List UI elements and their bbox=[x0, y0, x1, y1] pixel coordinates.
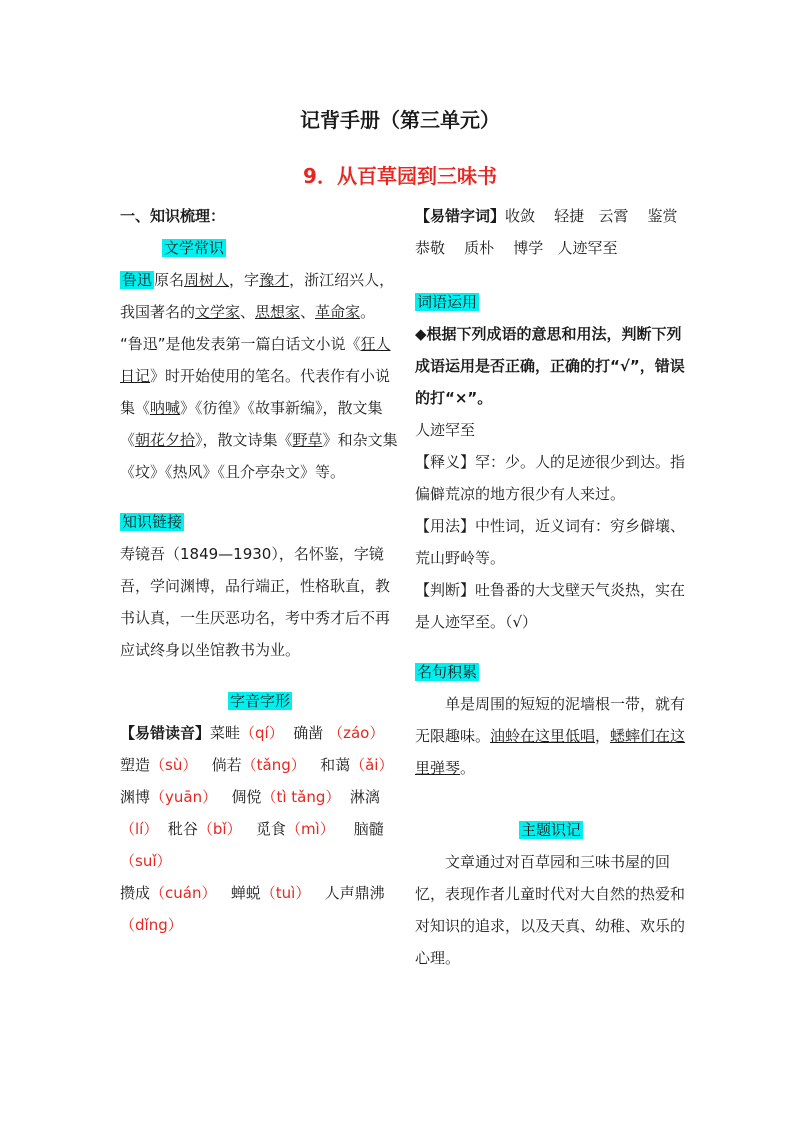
luxun-highlight: 鲁迅 bbox=[122, 271, 153, 289]
pinyin: （lí） bbox=[120, 820, 159, 838]
word: 和蔼 bbox=[320, 756, 351, 774]
lx9: 、 bbox=[240, 303, 256, 321]
lesson-title: 9．从百草园到三味书 bbox=[303, 164, 497, 188]
word: 质朴 bbox=[464, 239, 495, 257]
word: 恭敬 bbox=[415, 239, 446, 257]
yongfa: 【用法】中性词，近义词有：穷乡僻壤、荒山野岭等。 bbox=[415, 517, 686, 567]
lx11: 、 bbox=[300, 303, 316, 321]
word: 轻捷 bbox=[554, 207, 585, 225]
word: 蝉蜕 bbox=[230, 884, 261, 902]
yczc-label: 【易错字词】 bbox=[415, 207, 506, 225]
lx20: 》，散文诗集《 bbox=[195, 431, 293, 449]
word: 倘若 bbox=[211, 756, 242, 774]
real-name: 周树人 bbox=[184, 271, 230, 289]
lx2: 原名 bbox=[154, 271, 185, 289]
word: 博学 bbox=[513, 239, 544, 257]
word: 人声鼎沸 bbox=[324, 884, 385, 902]
mingju-b: 油蛉在这里低唱 bbox=[490, 727, 596, 745]
right-column bbox=[415, 200, 687, 974]
page-title: 记背手册（第三单元） bbox=[300, 108, 500, 132]
mingju-text bbox=[415, 688, 687, 784]
pinyin-block bbox=[120, 717, 400, 941]
pinyin: （yuān） bbox=[150, 788, 218, 806]
lx22: 》和杂文集《坟》《热风》《且介亭杂文》等。 bbox=[120, 431, 398, 481]
left-column bbox=[120, 200, 400, 488]
idiom: 人迹罕至 bbox=[415, 421, 476, 439]
lx6: ，浙江绍兴人， bbox=[289, 271, 395, 289]
pinyin: （mì） bbox=[285, 820, 335, 838]
role-writer: 文学家 bbox=[195, 303, 241, 321]
word: 塑造 bbox=[120, 756, 151, 774]
word: 鉴赏 bbox=[647, 207, 678, 225]
wenxue-label-row bbox=[120, 232, 400, 264]
lx16: 》时开始使用的笔名。代表作有小说集《 bbox=[120, 367, 391, 417]
pinyin: （tǎng） bbox=[241, 756, 306, 774]
yczc-block bbox=[415, 200, 687, 264]
pinyin: （ǎi） bbox=[350, 756, 394, 774]
pinyin: （dǐng） bbox=[120, 916, 183, 934]
zhuti-text: 文章通过对百草园和三味书屋的回忆，表现作者儿童时代对大自然的热爱和对知识的追求，以及天真、幼稚、欢乐的心理。 bbox=[415, 853, 686, 967]
knowledge-link-section bbox=[120, 506, 400, 666]
word: 攒成 bbox=[120, 884, 151, 902]
section-heading: 一、知识梳理： bbox=[120, 207, 226, 225]
link-label: 知识链接 bbox=[122, 513, 183, 531]
lx18: 》《彷徨》《故事新编》，散文集《 bbox=[120, 399, 383, 449]
lx4: ，字 bbox=[229, 271, 260, 289]
word: 脑髓 bbox=[353, 820, 384, 838]
mingju-e: 。 bbox=[460, 759, 476, 777]
word: 倜傥 bbox=[231, 788, 262, 806]
instruction: ◆根据下列成语的意思和用法，判断下列成语运用是否正确，正确的打“√”，错误的打“×”。 bbox=[415, 325, 685, 407]
pinyin: （tuì） bbox=[260, 884, 311, 902]
link-text: 寿镜吾（1849—1930），名怀鉴，字镜吾，学问渊博，品行端正，性格耿直，教书认真，一生厌恶功名，考中秀才后不再应试终身以坐馆教书为业。 bbox=[120, 545, 391, 659]
pinyin: （záo） bbox=[328, 724, 385, 742]
mingju-d: 蟋蟀们在这里弹琴 bbox=[415, 727, 686, 777]
book-yecao: 野草 bbox=[292, 431, 323, 449]
book-nahan: 呐喊 bbox=[150, 399, 181, 417]
wenxue-label: 文学常识 bbox=[164, 239, 225, 257]
panduan: 【判断】吐鲁番的大戈壁天气炎热，实在是人迹罕至。（√） bbox=[415, 581, 686, 631]
word: 确凿 bbox=[293, 724, 324, 742]
role-revolutionary: 革命家 bbox=[315, 303, 361, 321]
zhuti-label: 主题识记 bbox=[520, 821, 581, 839]
word: 菜畦 bbox=[210, 724, 241, 742]
pinyin: （bǐ） bbox=[197, 820, 242, 838]
mingju-label: 名句积累 bbox=[417, 663, 478, 681]
lx13: 。 bbox=[360, 303, 376, 321]
wenxue-text bbox=[120, 264, 400, 488]
book-zhaohua: 朝花夕拾 bbox=[135, 431, 196, 449]
novel-title: 狂人日记 bbox=[120, 335, 391, 385]
word: 云霄 bbox=[598, 207, 629, 225]
yc-label: 【易错读音】 bbox=[120, 724, 211, 742]
pinyin: （sù） bbox=[150, 756, 198, 774]
lx7: 我国著名的 bbox=[120, 303, 196, 321]
mingju-c: ， bbox=[595, 727, 611, 745]
cyyy-label: 词语运用 bbox=[417, 293, 478, 311]
lx14: “鲁迅”是他发表第一篇白话文小说《 bbox=[120, 335, 361, 353]
pronunciation-section bbox=[120, 685, 400, 941]
shiyi: 【释义】罕：少。人的足迹很少到达。指偏僻荒凉的地方很少有人来过。 bbox=[415, 453, 686, 503]
word: 人迹罕至 bbox=[557, 239, 618, 257]
pinyin: （qí） bbox=[240, 724, 284, 742]
word: 秕谷 bbox=[167, 820, 198, 838]
word: 淋漓 bbox=[349, 788, 380, 806]
pinyin: （cuán） bbox=[150, 884, 217, 902]
zy-label: 字音字形 bbox=[229, 692, 290, 710]
courtesy-name: 豫才 bbox=[259, 271, 290, 289]
pinyin: （suǐ） bbox=[120, 852, 172, 870]
word: 渊博 bbox=[120, 788, 151, 806]
word: 收敛 bbox=[505, 207, 536, 225]
mingju-a: 单是周围的短短的泥墙根一带，就有无限趣味。 bbox=[415, 695, 686, 745]
word: 觅食 bbox=[255, 820, 286, 838]
pinyin: （tì tǎng） bbox=[261, 788, 341, 806]
role-thinker: 思想家 bbox=[255, 303, 301, 321]
